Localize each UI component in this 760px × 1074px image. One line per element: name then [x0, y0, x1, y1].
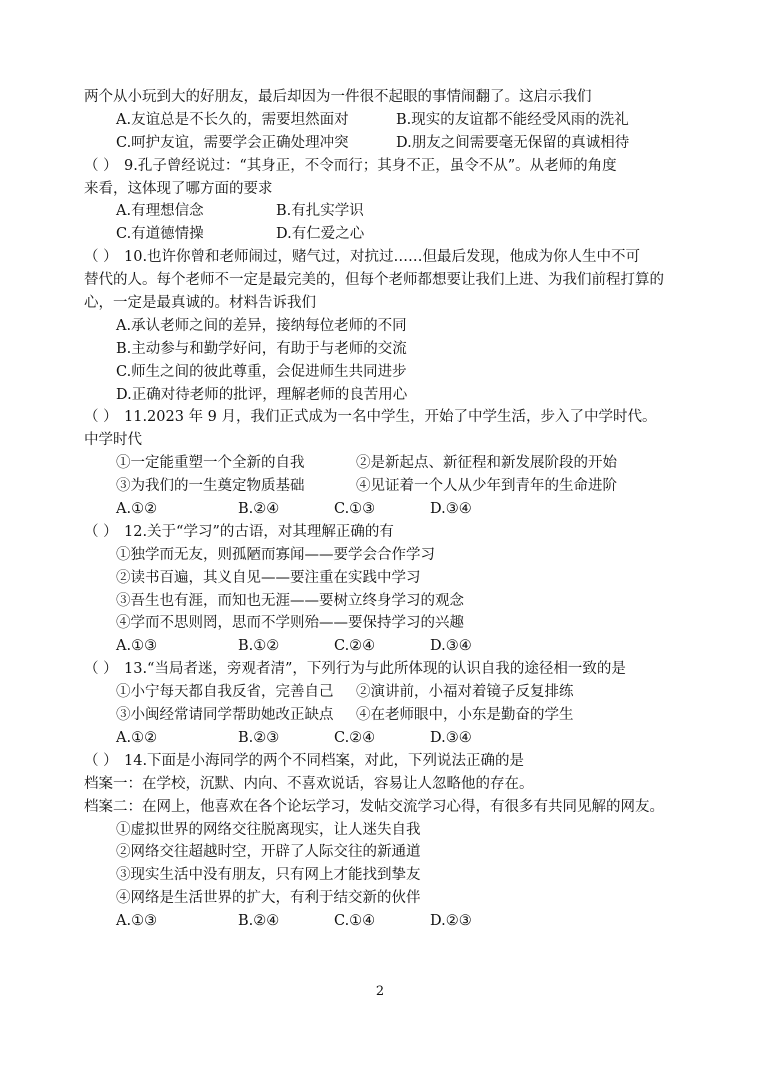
q12-statement-2: ②读书百遍，其义自见——要注重在实践中学习	[116, 569, 421, 586]
q9-option-c: C.有道德情操	[116, 226, 204, 243]
q12-statement-3: ③吾生也有涯，而知也无涯——要树立终身学习的观念	[116, 592, 464, 609]
q11-answer-blank[interactable]: （ ）	[84, 409, 118, 426]
q10-stem-line3: 心，一定是最真诚的。材料告诉我们	[84, 295, 316, 312]
exam-content	[84, 86, 704, 933]
q11-stem-line1: （ ） 11.2023 年 9 月，我们正式成为一名中学生，开始了中学生活，步入了中学时代。	[84, 406, 704, 429]
q13-option-b: B.②③	[238, 729, 280, 746]
q11-options-row	[84, 498, 704, 521]
q14-answer-blank[interactable]: （ ）	[84, 752, 118, 769]
q12-option-d: D.③④	[430, 638, 472, 655]
q13-statements-row1	[84, 681, 704, 704]
q10-option-d: D.正确对待老师的批评，理解老师的良苦用心	[116, 386, 408, 403]
q14-stem: （ ） 14.下面是小海同学的两个不同档案，对此，下列说法正确的是	[84, 750, 704, 773]
q14-statement-1: ①虚拟世界的网络交往脱离现实，让人迷失自我	[116, 821, 421, 838]
q9-stem-line1: （ ） 9.孔子曾经说过：“其身正，不令而行；其身不正，虽令不从”。从老师的角度	[84, 155, 704, 178]
q14-statement-4: ④网络是生活世界的扩大，有利于结交新的伙伴	[116, 890, 421, 907]
q12-stem: （ ） 12.关于“学习”的古语，对其理解正确的有	[84, 521, 704, 544]
q8-options-row2	[84, 132, 704, 155]
q10-stem-line1: （ ） 10.也许你曾和老师闹过，赌气过，对抗过……但最后发现，他成为你人生中不可	[84, 246, 704, 269]
q13-answer-blank[interactable]: （ ）	[84, 661, 118, 678]
q14-statement-3: ③现实生活中没有朋友，只有网上才能找到挚友	[116, 867, 421, 884]
q14-file-2: 档案二：在网上，他喜欢在各个论坛学习，发帖交流学习心得，有很多有共同见解的网友。	[84, 798, 664, 815]
q11-statements-row2	[84, 475, 704, 498]
q10-answer-blank[interactable]: （ ）	[84, 249, 118, 266]
q10-option-b: B.主动参与和勤学好问，有助于与老师的交流	[116, 340, 407, 357]
q9-options-row2	[84, 223, 704, 246]
q12-answer-blank[interactable]: （ ）	[84, 523, 118, 540]
q10-stem-line2: 替代的人。每个老师不一定是最完美的，但每个老师都想要让我们上进、为我们前程打算的	[84, 272, 664, 289]
q9-stem-line2: 来看，这体现了哪方面的要求	[84, 180, 273, 197]
q14-options-row	[84, 910, 704, 933]
q9-option-d: D.有仁爱之心	[276, 226, 365, 243]
q8-stem: 两个从小玩到大的好朋友，最后却因为一件很不起眼的事情闹翻了。这启示我们	[84, 89, 592, 105]
q11-stem-line2: 中学时代	[84, 432, 142, 449]
q12-options-row	[84, 635, 704, 658]
q12-option-a: A.①③	[116, 638, 158, 655]
q11-statement-3: ③为我们的一生奠定物质基础	[116, 478, 305, 495]
q13-statements-row2	[84, 704, 704, 727]
q13-option-d: D.③④	[430, 729, 472, 746]
q11-statement-2: ②是新起点、新征程和新发展阶段的开始	[356, 455, 617, 472]
q10-option-a: A.承认老师之间的差异，接纳每位老师的不同	[116, 317, 407, 334]
q13-stem: （ ） 13.“当局者迷，旁观者清”，下列行为与此所体现的认识自我的途径相一致的是	[84, 658, 704, 681]
q9-options-row1	[84, 200, 704, 223]
q13-statement-2: ②演讲前，小福对着镜子反复排练	[356, 684, 574, 701]
q11-option-a: A.①②	[116, 501, 158, 518]
q8-option-d: D.朋友之间需要毫无保留的真诚相待	[396, 134, 630, 151]
q12-option-b: B.①②	[238, 638, 280, 655]
q11-option-d: D.③④	[430, 501, 472, 518]
q13-statement-3: ③小闽经常请同学帮助她改正缺点	[116, 707, 334, 724]
q8-option-b: B.现实的友谊都不能经受风雨的洗礼	[396, 111, 629, 128]
q10-option-c: C.师生之间的彼此尊重，会促进师生共同进步	[116, 363, 407, 380]
q8-option-a: A.友谊总是不长久的，需要坦然面对	[116, 111, 349, 128]
q13-options-row	[84, 727, 704, 750]
q13-option-a: A.①②	[116, 729, 158, 746]
q11-option-b: B.②④	[238, 501, 280, 518]
q11-statements-row1	[84, 452, 704, 475]
q12-statement-1: ①独学而无友，则孤陋而寡闻——要学会合作学习	[116, 546, 435, 563]
q13-option-c: C.②④	[334, 729, 376, 746]
q11-option-c: C.①③	[334, 501, 376, 518]
page-number: 2	[375, 984, 385, 999]
q14-option-c: C.①④	[334, 913, 376, 930]
q11-statement-1: ①一定能重塑一个全新的自我	[116, 455, 305, 472]
q12-statement-4: ④学而不思则罔，思而不学则殆——要保持学习的兴趣	[116, 615, 464, 632]
q11-statement-4: ④见证着一个人从少年到青年的生命进阶	[356, 478, 617, 495]
q13-statement-1: ①小宁每天都自我反省，完善自己	[116, 684, 334, 701]
q14-option-b: B.②④	[238, 913, 280, 930]
q9-option-a: A.有理想信念	[116, 203, 204, 220]
q14-statement-2: ②网络交往超越时空，开辟了人际交往的新通道	[116, 844, 421, 861]
q13-statement-4: ④在老师眼中，小东是勤奋的学生	[356, 707, 574, 724]
q12-option-c: C.②④	[334, 638, 376, 655]
q14-file-1: 档案一：在学校，沉默、内向、不喜欢说话，容易让人忽略他的存在。	[84, 775, 534, 792]
q8-options-row1	[84, 109, 704, 132]
q8-option-c: C.呵护友谊，需要学会正确处理冲突	[116, 134, 349, 151]
q9-answer-blank[interactable]: （ ）	[84, 157, 118, 174]
q14-option-d: D.②③	[430, 913, 472, 930]
q9-option-b: B.有扎实学识	[276, 203, 364, 220]
q14-option-a: A.①③	[116, 913, 158, 930]
